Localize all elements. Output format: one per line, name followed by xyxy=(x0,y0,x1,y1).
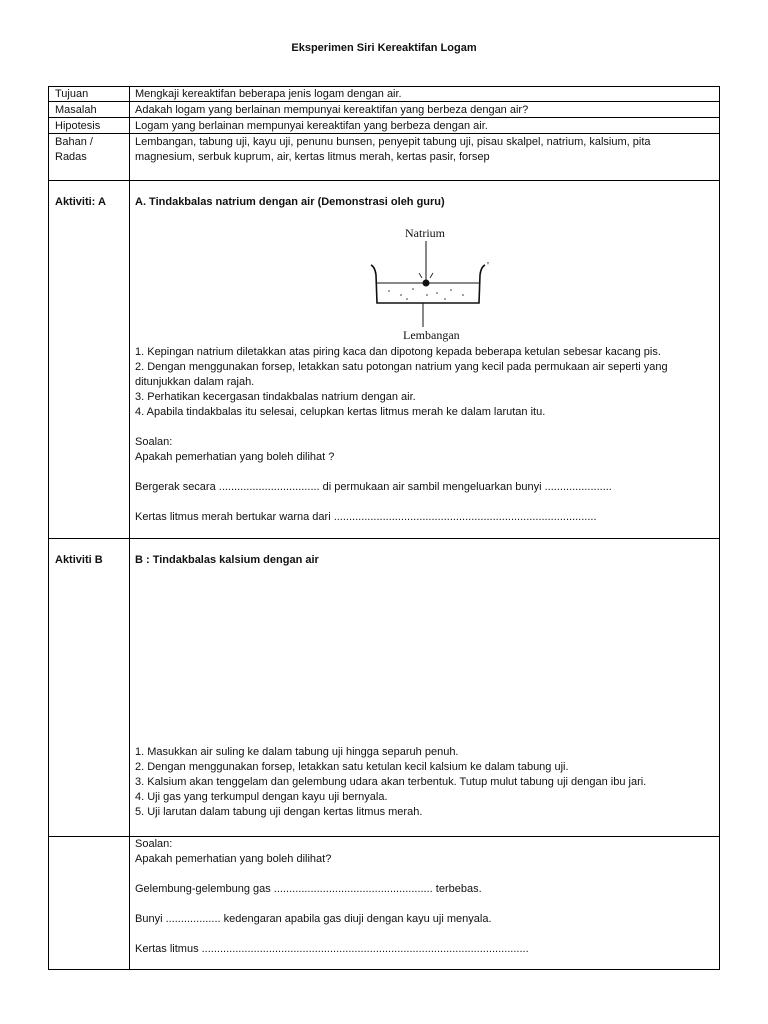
row-value-hipotesis: Logam yang berlainan mempunyai kereaktifan yang berbeza dengan air. xyxy=(135,120,488,132)
aktiviti-a-blank-answer: Bergerak secara ................................. di permukaan air sambil mengeluarkan bunyi ...................... xyxy=(135,481,612,493)
natrium-piece-icon xyxy=(423,280,430,287)
aktiviti-b-step: 1. Masukkan air suling ke dalam tabung uji hingga separuh penuh. xyxy=(135,746,459,758)
row-label-bahan-line: Bahan / xyxy=(55,136,93,148)
aktiviti-b-question: Apakah pemerhatian yang boleh dilihat? xyxy=(135,853,332,865)
aktiviti-b-step: 2. Dengan menggunakan forsep, letakkan satu ketulan kecil kalsium ke dalam tabung uji. xyxy=(135,761,569,773)
aktiviti-a-body xyxy=(135,345,713,525)
aktiviti-b-blank-answer: Kertas litmus ........................................................................................................... xyxy=(135,943,529,955)
aktiviti-b-step: 4. Uji gas yang terkumpul dengan kayu uji bernyala. xyxy=(135,791,388,803)
aktiviti-b-steps xyxy=(135,745,713,820)
row-label-tujuan: Tujuan xyxy=(55,88,89,100)
aktiviti-b-blank-answer: Gelembung-gelembung gas .................................................... terbebas. xyxy=(135,883,482,895)
row-divider xyxy=(49,180,719,181)
aktiviti-b-soalan-label: Soalan: xyxy=(135,838,173,850)
aktiviti-a-step: 3. Perhatikan kecergasan tindakbalas natrium dengan air. xyxy=(135,391,416,403)
natrium-diagram xyxy=(367,215,497,345)
aktiviti-a-step: 2. Dengan menggunakan forsep, letakkan satu potongan natrium yang kecil pada permukaan air seperti yang xyxy=(135,361,668,373)
row-value-bahan xyxy=(135,135,713,165)
aktiviti-b-step: 3. Kalsium akan tenggelam dan gelembung udara akan terbentuk. Tutup mulut tabung uji dengan ibu jari. xyxy=(135,776,647,788)
row-label-hipotesis: Hipotesis xyxy=(55,120,101,132)
aktiviti-b-label: Aktiviti B xyxy=(55,554,103,566)
diagram-tick-mark: ' xyxy=(487,260,489,272)
materials-line-2: magnesium, serbuk kuprum, air, kertas litmus merah, kertas pasir, forsep xyxy=(135,151,490,163)
aktiviti-b-questions xyxy=(135,837,713,957)
aktiviti-a-step: ditunjukkan dalam rajah. xyxy=(135,376,255,388)
row-value-masalah: Adakah logam yang berlainan mempunyai kereaktifan yang berbeza dengan air? xyxy=(135,104,529,116)
aktiviti-a-soalan-label: Soalan: xyxy=(135,436,173,448)
row-value-tujuan: Mengkaji kereaktifan beberapa jenis logam dengan air. xyxy=(135,88,402,100)
row-label-masalah: Masalah xyxy=(55,104,97,116)
row-label-radas-line: Radas xyxy=(55,151,87,163)
aktiviti-a-step: 1. Kepingan natrium diletakkan atas piring kaca dan dipotong kepada beberapa ketulan sebesar kacang pis. xyxy=(135,346,661,358)
row-divider xyxy=(49,538,719,539)
aktiviti-a-label: Aktiviti: A xyxy=(55,196,106,208)
aktiviti-a-question: Apakah pemerhatian yang boleh dilihat ? xyxy=(135,451,335,463)
experiment-table xyxy=(48,86,720,970)
aktiviti-a-content xyxy=(135,195,713,210)
diagram-label-lembangan: Lembangan xyxy=(403,328,460,342)
document-title: Eksperimen Siri Kereaktifan Logam xyxy=(291,42,477,54)
materials-line-1: Lembangan, tabung uji, kayu uji, penunu bunsen, penyepit tabung uji, pisau skalpel, natrium, kalsium, pita xyxy=(135,136,651,148)
aktiviti-a-blank-answer: Kertas litmus merah bertukar warna dari ...................................................................................... xyxy=(135,511,597,523)
water-bubbles-icon xyxy=(388,288,464,300)
aktiviti-a-step: 4. Apabila tindakbalas itu selesai, celupkan kertas litmus merah ke dalam larutan itu. xyxy=(135,406,546,418)
aktiviti-b-blank-answer: Bunyi .................. kedengaran apabila gas diuji dengan kayu uji menyala. xyxy=(135,913,492,925)
diagram-label-natrium: Natrium xyxy=(405,226,445,240)
aktiviti-b-step: 5. Uji larutan dalam tabung uji dengan kertas litmus merah. xyxy=(135,806,423,818)
aktiviti-b-content xyxy=(135,553,713,568)
aktiviti-a-heading: A. Tindakbalas natrium dengan air (Demonstrasi oleh guru) xyxy=(135,196,445,208)
aktiviti-b-heading: B : Tindakbalas kalsium dengan air xyxy=(135,554,319,566)
row-label-bahan xyxy=(55,135,93,165)
